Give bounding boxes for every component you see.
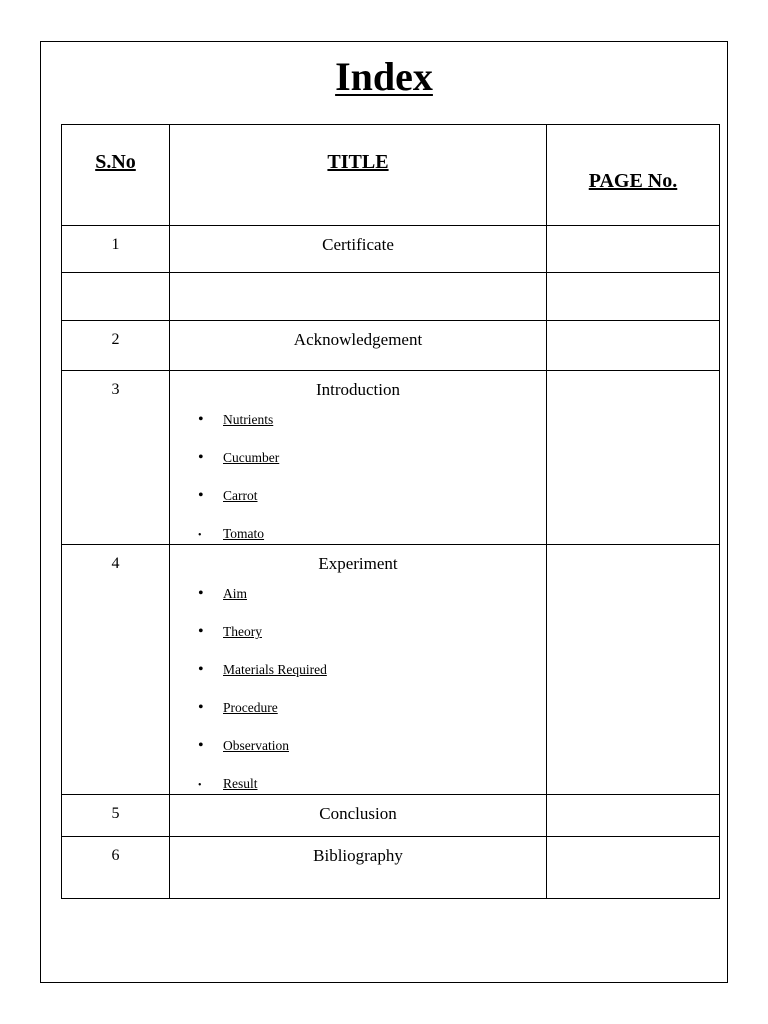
- row-sno: 4: [111, 555, 120, 572]
- bullet-icon: •: [198, 623, 204, 640]
- row-title: Acknowledgement: [293, 330, 423, 349]
- row-title: Certificate: [322, 235, 394, 254]
- table-row: [62, 273, 720, 321]
- row-sno: 2: [111, 331, 120, 348]
- page-title: Index: [335, 54, 433, 99]
- row-title: Experiment: [318, 554, 398, 573]
- bullet-icon: •: [198, 661, 204, 678]
- header-sno-cell: [62, 125, 170, 226]
- row-title: Introduction: [315, 380, 401, 399]
- table-row: [62, 795, 720, 837]
- row-page: [547, 226, 719, 235]
- row-title: Conclusion: [319, 804, 397, 823]
- table-row: [62, 371, 720, 545]
- table-row: [62, 321, 720, 371]
- row-title: [170, 273, 546, 282]
- bullet-icon: •: [198, 449, 204, 466]
- row-page: [547, 321, 719, 330]
- row-sno: 1: [111, 236, 120, 253]
- table-row: [62, 226, 720, 273]
- row-page: [547, 371, 719, 380]
- bullet-icon: •: [198, 585, 204, 602]
- list-item: • Result: [170, 774, 546, 794]
- sub-list: [170, 410, 546, 544]
- bullet-icon: •: [198, 780, 202, 791]
- bullet-icon: •: [198, 487, 204, 504]
- bullet-icon: •: [198, 411, 204, 428]
- header-page-cell: [547, 125, 720, 226]
- bullet-icon: •: [198, 737, 204, 754]
- row-sno: 3: [111, 381, 120, 398]
- bullet-icon: •: [198, 699, 204, 716]
- row-page: [547, 545, 719, 554]
- row-title: Bibliography: [313, 846, 403, 865]
- header-title-cell: [170, 125, 547, 226]
- list-item: • Aim: [198, 585, 248, 602]
- row-page: [547, 795, 719, 804]
- table-row: [62, 837, 720, 899]
- header-title: TITLE: [327, 151, 389, 173]
- row-page: [547, 837, 719, 846]
- row-page: [547, 273, 719, 282]
- row-sno: [62, 273, 169, 282]
- list-item: • Materials Required: [198, 661, 327, 678]
- list-item: • Cucumber: [198, 449, 280, 466]
- index-table: [61, 124, 720, 899]
- list-item: • Theory: [198, 623, 262, 640]
- list-item: • Observation: [198, 737, 289, 754]
- table-row: [62, 545, 720, 795]
- list-item: • Nutrients: [198, 411, 274, 428]
- header-page: PAGE No.: [588, 170, 678, 192]
- list-item: • Tomato: [170, 524, 546, 544]
- row-sno: 5: [111, 805, 120, 822]
- header-row: [62, 125, 720, 226]
- list-item: • Procedure: [198, 699, 278, 716]
- list-item: • Carrot: [198, 487, 258, 504]
- sub-list: [170, 584, 546, 794]
- bullet-icon: •: [198, 530, 202, 541]
- header-sno: S.No: [95, 151, 136, 173]
- row-sno: 6: [111, 847, 120, 864]
